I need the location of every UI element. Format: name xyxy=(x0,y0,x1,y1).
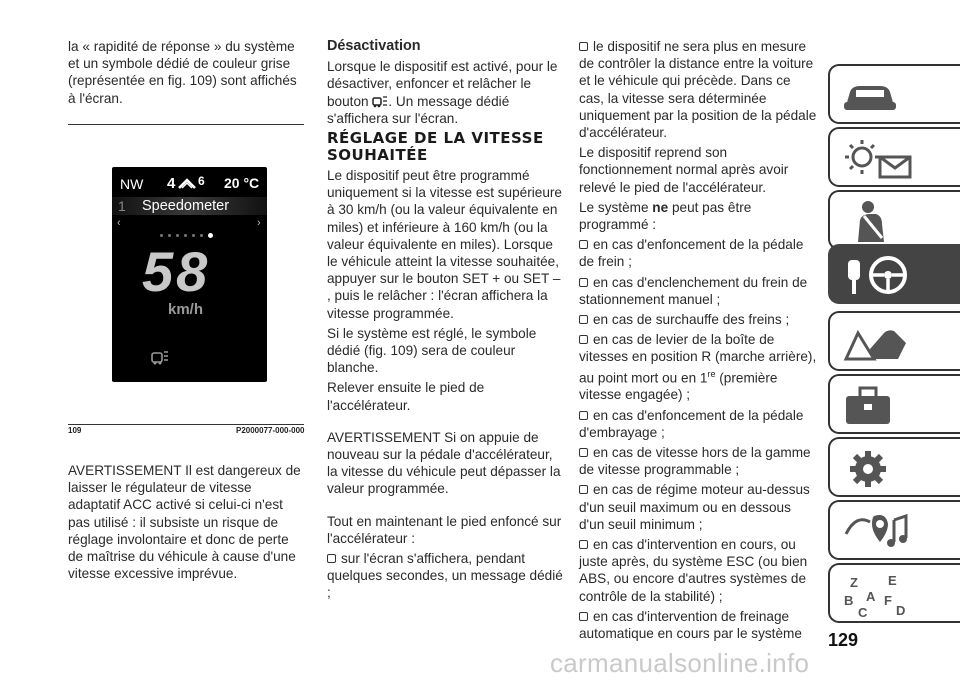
shift-indicator-icon xyxy=(178,177,196,189)
list-item: en cas d'intervention en cours, ou juste après, du système ESC (ou bien ABS, ou encore d'autres systèmes de contrôle de la stabilité) ; xyxy=(579,537,808,604)
tab-maintenance[interactable] xyxy=(828,374,960,434)
speed-value: 58 xyxy=(142,240,211,303)
temperature-readout: 20 °C xyxy=(224,175,260,191)
acc-symbol-icon xyxy=(150,349,170,367)
speed-setting-paragraph: Le dispositif peut être programmé uniquement si la vitesse est supérieure à 30 km/h (ou la valeur équivalente en miles) et inférieure à 160 km/h (ou la valeur équivalente en miles). Lorsque le véhicule atteint la vitesse souhaitée, appuyer sur le bouton SET + ou SET – , puis le relâcher : l'écran affichera la vitesse programmée. xyxy=(327,168,562,321)
dashboard-figure xyxy=(112,167,267,382)
list-item: en cas de vitesse hors de la gamme de vitesse programmable ; xyxy=(579,445,811,478)
svg-text:D: D xyxy=(896,603,906,618)
section-divider xyxy=(68,124,304,125)
menu-label: Speedometer xyxy=(142,198,230,214)
key-steering-icon xyxy=(840,252,920,298)
watermark: carmanualsonline.info xyxy=(550,648,810,678)
seatbelt-icon xyxy=(840,198,900,244)
tab-technical[interactable] xyxy=(828,437,960,497)
target-gear: 6 xyxy=(198,174,205,188)
list-item: le dispositif ne sera plus en mesure de contrôler la distance entre la voiture et le véhicule qui précède. Dans ce cas, la vitesse sera déterminée uniquement par la position de la pédale d'accélérateur. xyxy=(579,39,817,141)
list-item: en cas d'intervention de freinage automatique en cours par le système xyxy=(579,608,802,642)
speed-unit: km/h xyxy=(168,301,204,318)
symbol-paragraph: Si le système est réglé, le symbole dédié (fig. 109) sera de couleur blanche. xyxy=(327,325,537,376)
sun-envelope-icon xyxy=(840,135,920,181)
gear-icon xyxy=(840,445,900,491)
gear-number: 4 xyxy=(167,175,176,192)
tab-index[interactable] xyxy=(828,563,960,623)
list-item: en cas d'enfoncement de la pédale de frein ; xyxy=(579,237,804,270)
resume-paragraph: Le dispositif reprend son fonctionnement normal après avoir relevé le pied de l'accélérateur. xyxy=(579,145,789,195)
chevron-right-icon: › xyxy=(257,217,261,229)
tab-safety[interactable] xyxy=(828,190,960,250)
warning-crash-icon xyxy=(840,319,920,365)
svg-text:Z: Z xyxy=(850,575,858,590)
figure-number: 109 xyxy=(68,426,82,435)
warning-paragraph: AVERTISSEMENT Il est dangereux de laisser le régulateur de vitesse adaptatif ACC activé si celui-ci n'est pas utilisé : il subsiste un risque de réglage involontaire et donc de perte de maîtrise du véhicule à cause d'une vitesse excessive imprévue. xyxy=(68,463,301,582)
svg-text:F: F xyxy=(884,593,892,608)
heading-speed-setting: RÉGLAGE DE LA VITESSE SOUHAITÉE xyxy=(327,129,544,165)
tab-emergency[interactable] xyxy=(828,311,960,371)
alphabet-index-icon xyxy=(840,571,920,621)
svg-text:B: B xyxy=(844,593,854,608)
deactivation-text-a: Lorsque le dispositif est activé, pour le désactiver, enfoncer et relâcher le bouton xyxy=(327,59,558,109)
list-item: en cas de régime moteur au-dessus d'un seuil maximum ou en dessous d'un seuil minimum ; xyxy=(579,482,810,532)
release-paragraph: Relever ensuite le pied de l'accélérateur. xyxy=(327,380,485,413)
chevron-left-icon: ‹ xyxy=(117,217,121,229)
page-number: 129 xyxy=(828,630,859,650)
cannot-program-paragraph: Le système ne peut pas être programmé : xyxy=(579,199,752,233)
acc-button-icon xyxy=(372,95,388,108)
heading-deactivation: Désactivation xyxy=(327,38,421,54)
deactivation-paragraph xyxy=(327,58,563,127)
warning-accelerator: AVERTISSEMENT Si on appuie de nouveau sur la pédale d'accélérateur, la vitesse du véhicule peut dépasser la valeur programmée. xyxy=(327,429,561,497)
music-pin-icon xyxy=(840,508,920,554)
warning-block xyxy=(68,462,304,585)
tab-driving[interactable] xyxy=(828,244,960,304)
caption-rule xyxy=(68,424,304,425)
column-3 xyxy=(579,38,819,645)
column-2 xyxy=(327,38,563,605)
tab-lights[interactable] xyxy=(828,127,960,187)
svg-text:C: C xyxy=(858,605,868,620)
list-item: en cas d'enclenchement du frein de stationnement manuel ; xyxy=(579,274,808,307)
list-item: en cas de surchauffe des freins ; xyxy=(579,311,819,328)
tab-car[interactable] xyxy=(828,64,960,124)
svg-text:A: A xyxy=(866,589,876,604)
car-icon xyxy=(840,72,900,118)
hold-paragraph: Tout en maintenant le pied enfoncé sur l'accélérateur : xyxy=(327,513,562,546)
column-1 xyxy=(68,38,304,110)
deactivation-text-b: . Un message dédié s'affichera sur l'écran. xyxy=(327,93,510,126)
tab-multimedia[interactable] xyxy=(828,500,960,560)
menu-index: 1 xyxy=(118,198,126,214)
intro-paragraph: la « rapidité de réponse » du système et un symbole dédié de couleur grise (représentée en fig. 109) sont affichés à l'écran. xyxy=(68,39,297,106)
list-item: en cas d'enfoncement de la pédale d'embrayage ; xyxy=(579,407,804,440)
compass-direction: NW xyxy=(120,176,144,192)
toolbox-icon xyxy=(840,382,900,428)
list-item: en cas de levier de la boîte de vitesses en position R (marche arrière), au point mort ou en 1re (première vitesse engagée) ; xyxy=(579,332,817,403)
svg-text:E: E xyxy=(888,573,897,588)
list-item: sur l'écran s'affichera, pendant quelques secondes, un message dédié ; xyxy=(327,551,563,601)
figure-code: P2000077-000-000 xyxy=(236,426,305,435)
